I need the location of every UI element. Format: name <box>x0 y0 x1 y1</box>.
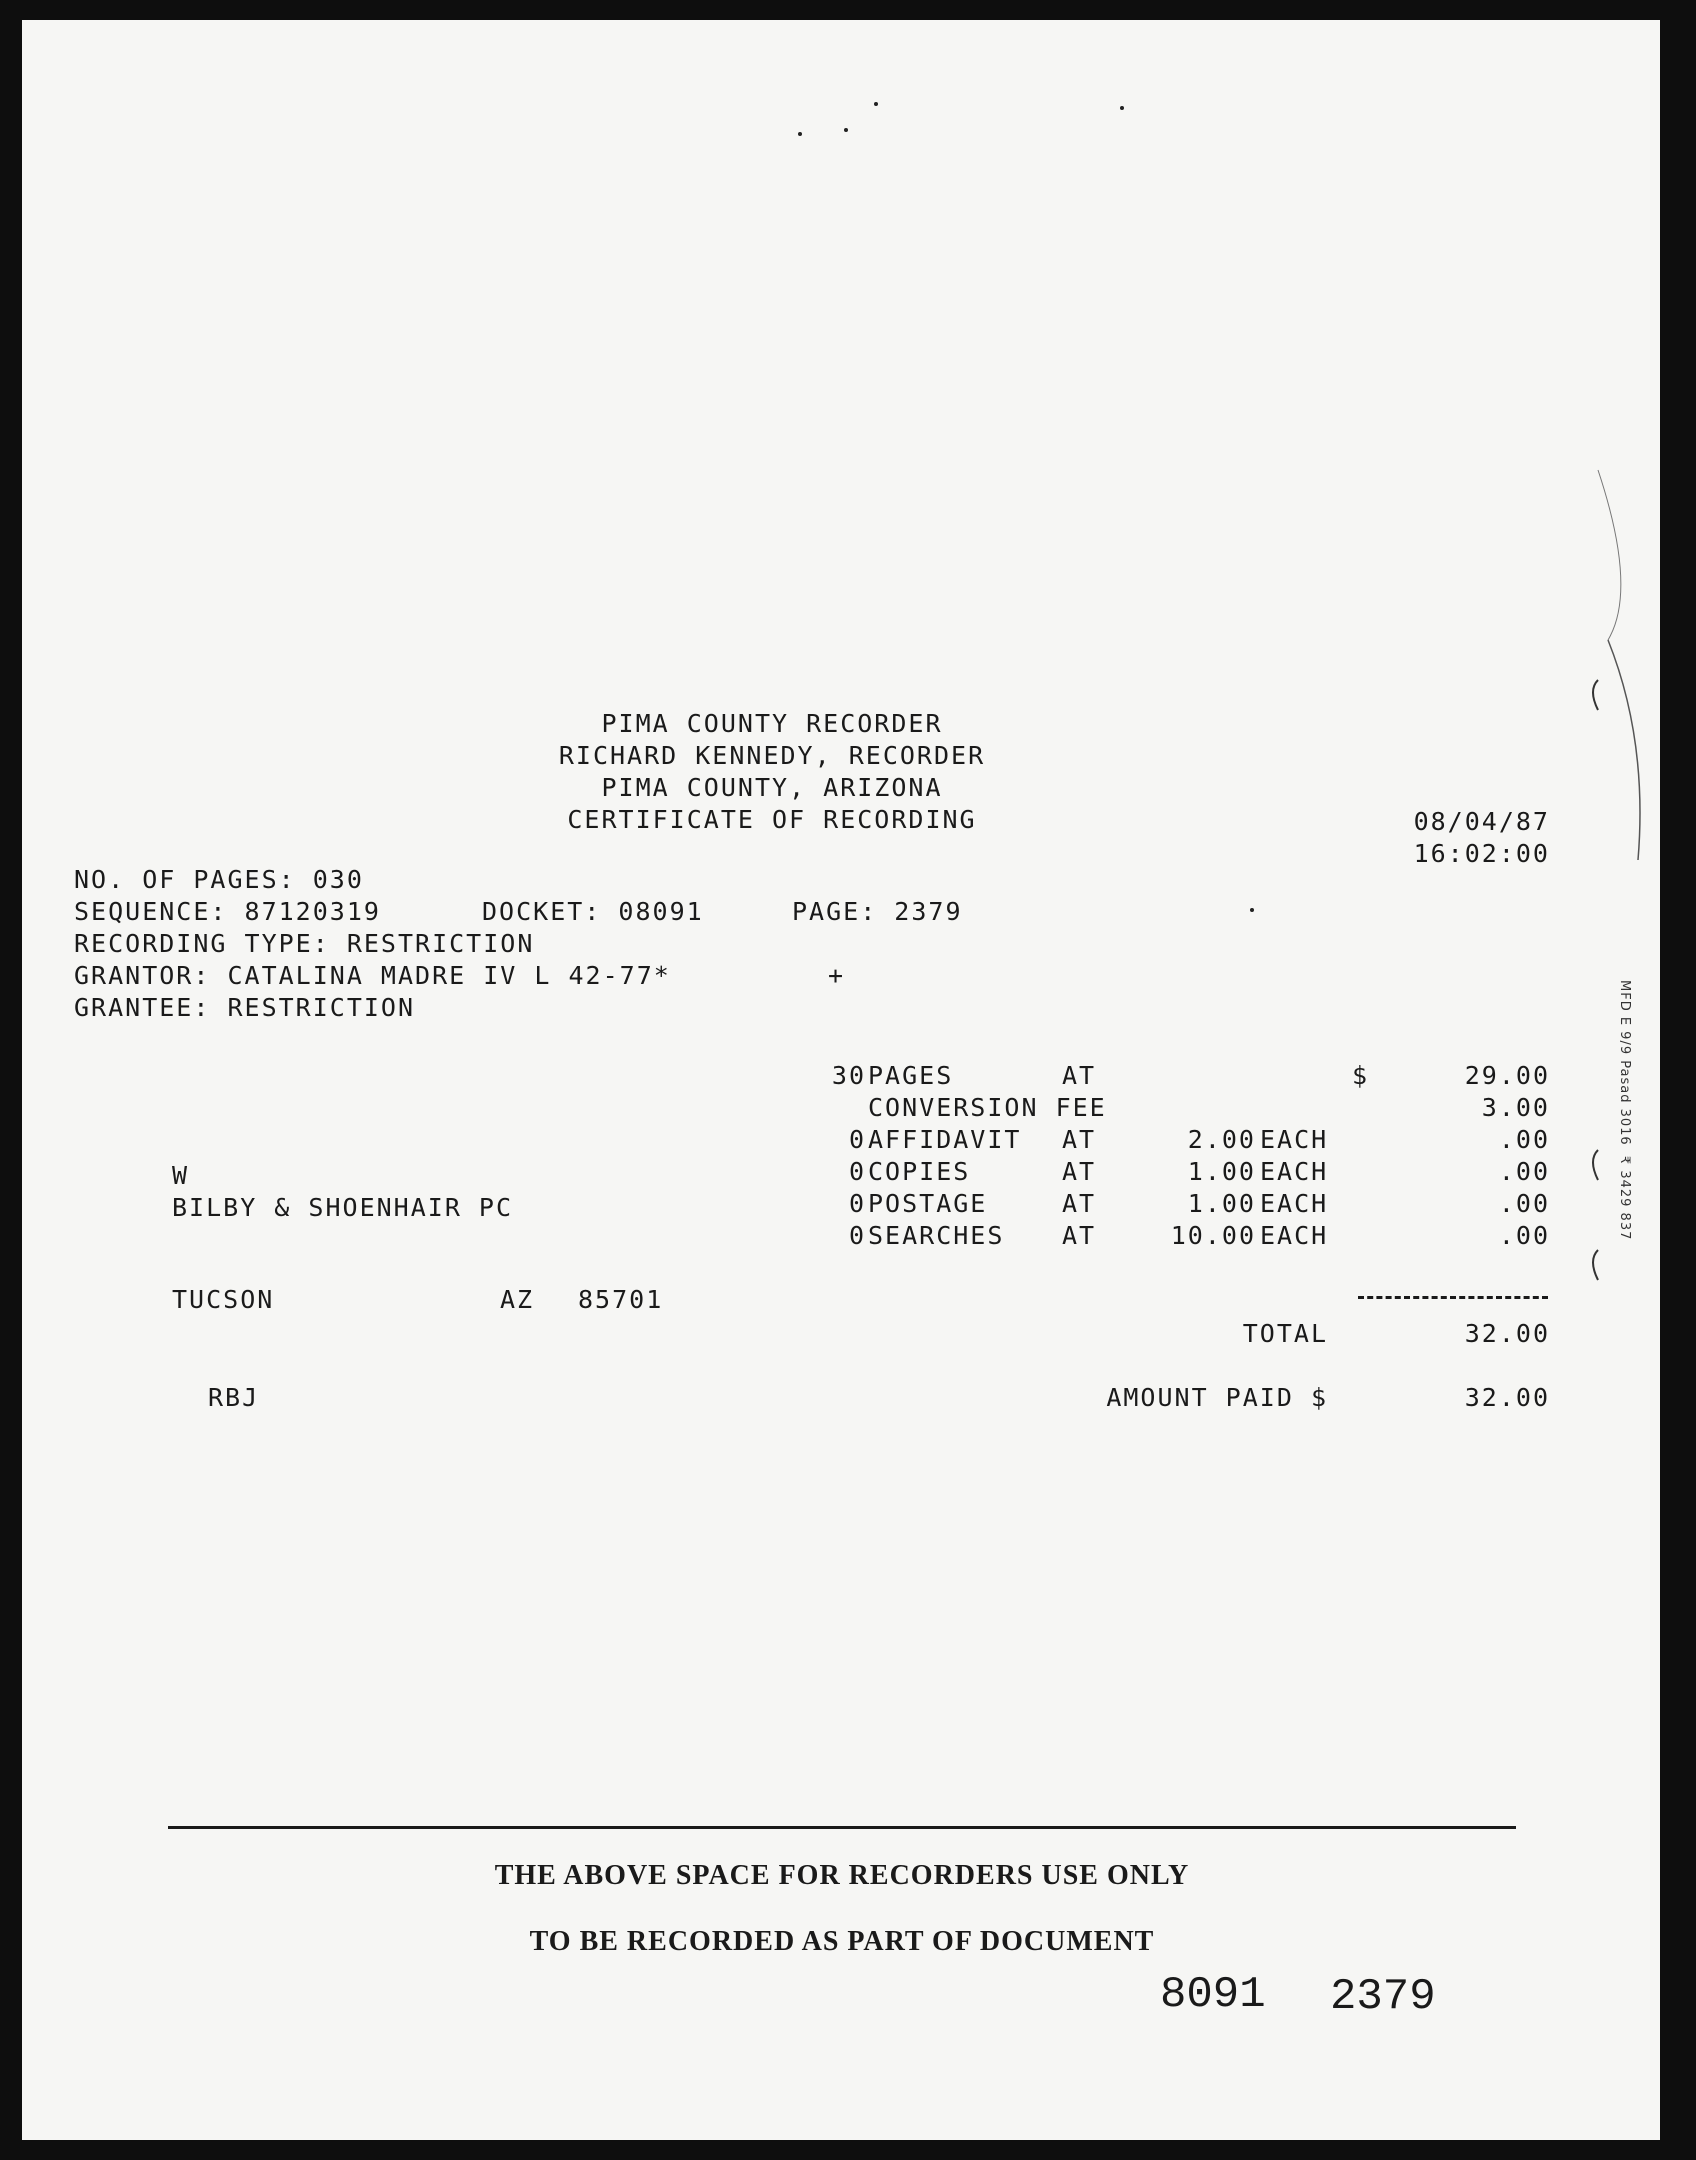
page-number: PAGE: 2379 <box>792 897 963 926</box>
certificate-title: CERTIFICATE OF RECORDING <box>567 805 977 834</box>
grantor: GRANTOR: CATALINA MADRE IV L 42-77* <box>74 961 671 990</box>
scan-speck <box>1120 106 1124 110</box>
fee-currency: $ <box>1352 1061 1370 1090</box>
fee-qty: 0 <box>848 1125 866 1154</box>
amount-paid: 32.00 <box>1464 1383 1550 1412</box>
recorder-use-notice: THE ABOVE SPACE FOR RECORDERS USE ONLY <box>494 1860 1190 1891</box>
fee-item: POSTAGE <box>868 1189 988 1218</box>
fee-amount: 3.00 <box>1481 1093 1550 1122</box>
fee-amount: .00 <box>1498 1221 1550 1250</box>
margin-stamp: MFD E 9/9 Pasad 3016 ₹ 3429 837 <box>1617 980 1632 1241</box>
fee-at: AT <box>1062 1221 1097 1250</box>
fee-qty: 30 <box>831 1061 866 1090</box>
fee-amount: 29.00 <box>1464 1061 1550 1090</box>
fee-at: AT <box>1062 1157 1097 1186</box>
addressee-name: BILBY & SHOENHAIR PC <box>172 1193 514 1222</box>
fee-rate: 2.00 <box>1187 1125 1256 1154</box>
addressee-zip: 85701 <box>578 1285 664 1314</box>
fee-each: EACH <box>1260 1221 1329 1250</box>
page-stamp: 2379 <box>1330 1972 1436 2022</box>
fee-qty: 0 <box>848 1221 866 1250</box>
fee-amount: .00 <box>1498 1125 1550 1154</box>
clerk-initials: RBJ <box>208 1383 260 1412</box>
fee-item: SEARCHES <box>868 1221 1005 1250</box>
total-divider <box>1358 1296 1548 1299</box>
sequence-number: SEQUENCE: 87120319 <box>74 897 381 926</box>
addressee-initial: W <box>172 1161 190 1190</box>
scan-speck <box>1250 908 1254 912</box>
margin-bracket-marks <box>1578 440 1658 1440</box>
record-date: 08/04/87 <box>1413 807 1550 836</box>
fee-rate: 1.00 <box>1187 1189 1256 1218</box>
addressee-state: AZ <box>500 1285 535 1314</box>
total-amount: 32.00 <box>1464 1319 1550 1348</box>
recording-type: RECORDING TYPE: RESTRICTION <box>74 929 535 958</box>
fee-at: AT <box>1062 1189 1097 1218</box>
scan-speck <box>874 102 878 106</box>
fee-rate: 1.00 <box>1187 1157 1256 1186</box>
scan-speck <box>844 128 848 132</box>
document-page <box>22 20 1660 2140</box>
amount-paid-label: AMOUNT PAID $ <box>1106 1383 1328 1412</box>
fee-item: COPIES <box>868 1157 971 1186</box>
fee-item: AFFIDAVIT <box>868 1125 1022 1154</box>
fee-item: PAGES <box>868 1061 954 1090</box>
docket-number: DOCKET: 08091 <box>482 897 704 926</box>
header-line-2: RICHARD KENNEDY, RECORDER <box>558 741 986 770</box>
fee-amount: .00 <box>1498 1189 1550 1218</box>
addressee-city: TUCSON <box>172 1285 275 1314</box>
header-line-1: PIMA COUNTY RECORDER <box>601 709 943 738</box>
fee-rate: 10.00 <box>1170 1221 1256 1250</box>
fee-at: AT <box>1062 1061 1097 1090</box>
scan-speck <box>798 132 802 136</box>
fee-each: EACH <box>1260 1189 1329 1218</box>
fee-each: EACH <box>1260 1157 1329 1186</box>
fee-item: CONVERSION FEE <box>868 1093 1107 1122</box>
number-of-pages: NO. OF PAGES: 030 <box>74 865 364 894</box>
record-time: 16:02:00 <box>1413 839 1550 868</box>
fee-each: EACH <box>1260 1125 1329 1154</box>
total-label: TOTAL <box>1242 1319 1328 1348</box>
grantor-mark: + <box>828 961 846 990</box>
fee-qty: 0 <box>848 1157 866 1186</box>
fee-amount: .00 <box>1498 1157 1550 1186</box>
docket-stamp: 8091 <box>1160 1970 1266 2020</box>
fee-at: AT <box>1062 1125 1097 1154</box>
recorder-space-rule <box>168 1826 1516 1829</box>
recorded-as-part-notice: TO BE RECORDED AS PART OF DOCUMENT <box>529 1926 1155 1957</box>
fee-qty: 0 <box>848 1189 866 1218</box>
header-line-3: PIMA COUNTY, ARIZONA <box>601 773 943 802</box>
grantee: GRANTEE: RESTRICTION <box>74 993 416 1022</box>
